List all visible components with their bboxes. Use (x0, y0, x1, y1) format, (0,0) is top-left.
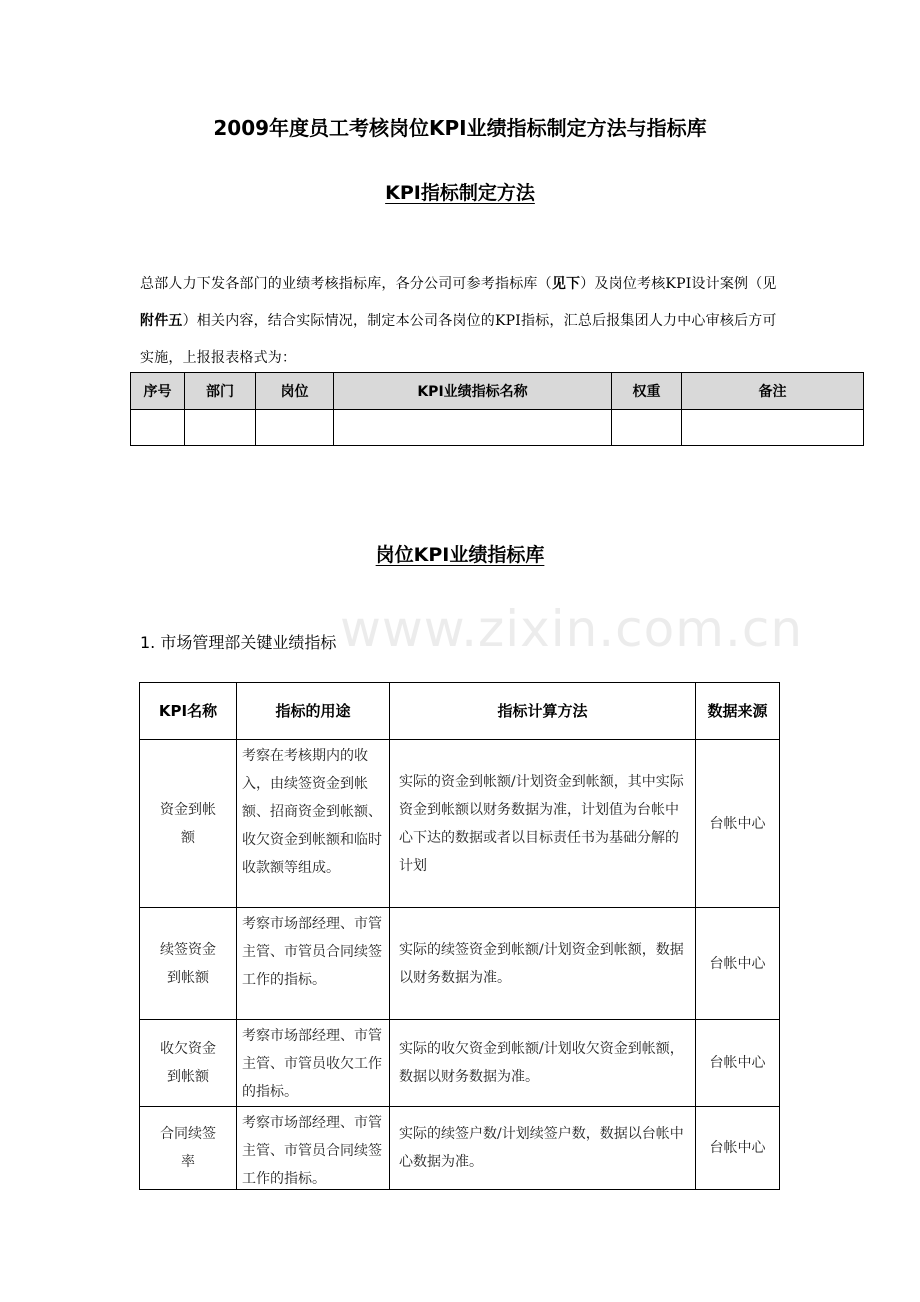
kpi-use-cell (237, 740, 390, 908)
kpi-use-cell (237, 908, 390, 1020)
kpi-source-cell: 台帐中心 (696, 1107, 780, 1190)
kpi-name-cell: 合同续签率 (140, 1107, 237, 1190)
intro-bold-see-below: 见下 (551, 276, 581, 292)
report-table-header-row (131, 373, 864, 410)
report-header-cell: 备注 (682, 373, 864, 410)
report-format-table (130, 372, 864, 446)
section-title-method-text: KPI指标制定方法 (385, 182, 535, 204)
report-table-empty-row (131, 410, 864, 446)
kpi-header-cell: KPI名称 (140, 683, 237, 740)
report-header-cell: 权重 (612, 373, 682, 410)
subsection-heading: 1. 市场管理部关键业绩指标 (140, 633, 337, 652)
report-empty-cell (612, 410, 682, 446)
kpi-calc-cell: 实际的续签户数/计划续签户数，数据以台帐中心数据为准。 (390, 1107, 696, 1190)
report-header-cell: 部门 (185, 373, 256, 410)
kpi-calc-cell: 实际的续签资金到帐额/计划资金到帐额，数据以财务数据为准。 (390, 908, 696, 1020)
table-row (140, 740, 780, 908)
section-title-library (0, 540, 920, 567)
kpi-table (139, 682, 780, 1190)
report-empty-cell (131, 410, 185, 446)
report-empty-cell (334, 410, 612, 446)
table-row (140, 908, 780, 1020)
kpi-source-cell: 台帐中心 (696, 1020, 780, 1107)
report-header-cell: 岗位 (256, 373, 334, 410)
table-row (140, 1107, 780, 1190)
kpi-name-cell: 资金到帐额 (140, 740, 237, 908)
watermark: www.zixin.com.cn (340, 600, 804, 658)
kpi-header-cell: 指标计算方法 (390, 683, 696, 740)
document-title: 2009年度员工考核岗位KPI业绩指标制定方法与指标库 (213, 116, 707, 140)
kpi-header-cell: 数据来源 (696, 683, 780, 740)
kpi-table-header-row (140, 683, 780, 740)
intro-paragraph (140, 266, 790, 377)
report-empty-cell (185, 410, 256, 446)
kpi-use-cell (237, 1107, 390, 1190)
kpi-calc-cell: 实际的资金到帐额/计划资金到帐额，其中实际资金到帐额以财务数据为准，计划值为台帐中心下达的数据或者以目标责任书为基础分解的计划 (390, 740, 696, 908)
kpi-use-text: 考察市场部经理、市管主管、市管员合同续签工作的指标。 (242, 1115, 382, 1187)
kpi-name-cell: 收欠资金到帐额 (140, 1020, 237, 1107)
intro-bold-appendix: 附件五 (140, 313, 183, 329)
report-header-cell: KPI业绩指标名称 (334, 373, 612, 410)
kpi-calc-cell: 实际的收欠资金到帐额/计划收欠资金到帐额，数据以财务数据为准。 (390, 1020, 696, 1107)
report-header-cell: 序号 (131, 373, 185, 410)
section-title-library-text: 岗位KPI业绩指标库 (375, 544, 545, 566)
intro-text-2: ）及岗位考核KPI设计案例（见 (580, 276, 777, 292)
kpi-use-text: 考察市场部经理、市管主管、市管员收欠工作的指标。 (242, 1028, 382, 1100)
table-row (140, 1020, 780, 1107)
kpi-use-text: 考察在考核期内的收入，由续签资金到帐额、招商资金到帐额、收欠资金到帐额和临时收款额等组成。 (242, 748, 382, 876)
intro-text-1: 总部人力下发各部门的业绩考核指标库，各分公司可参考指标库（ (140, 276, 552, 292)
kpi-use-text: 考察市场部经理、市管主管、市管员合同续签工作的指标。 (242, 916, 382, 988)
report-empty-cell (682, 410, 864, 446)
kpi-source-cell: 台帐中心 (696, 740, 780, 908)
section-title-method (0, 178, 920, 205)
report-empty-cell (256, 410, 334, 446)
kpi-use-cell (237, 1020, 390, 1107)
kpi-header-cell: 指标的用途 (237, 683, 390, 740)
intro-text-3: ）相关内容，结合实际情况，制定本公司各岗位的KPI指标，汇总后报集团人力中心审核后方可实施，上报报表格式为： (140, 313, 777, 366)
kpi-source-cell: 台帐中心 (696, 908, 780, 1020)
kpi-name-cell: 续签资金到帐额 (140, 908, 237, 1020)
